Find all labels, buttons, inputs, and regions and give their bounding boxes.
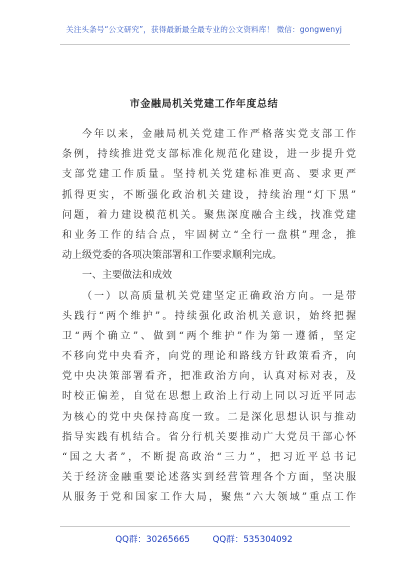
footer-divider (60, 526, 350, 527)
qq-group-1: QQ群：30265665 (115, 535, 190, 545)
paragraph-line: 和业务工作的结合点，牢固树立“全行一盘棋”理念，推 (62, 229, 356, 241)
section-heading: 一、主要做法和成效 (82, 270, 172, 282)
paragraph-line: 卫“两个确立”、做到“两个维护”作为第一遵循，坚定 (62, 330, 356, 342)
paragraph-line: 今年以来，金融局机关党建工作严格落实党支部工作 (82, 129, 356, 140)
document-body (62, 125, 356, 509)
header-banner: 关注头条号“公文研究”，获得最新最全最专业的公文资料库！ 微信：gongwenyj (66, 25, 342, 34)
document-title: 市金融局机关党建工作年度总结 (129, 99, 279, 110)
paragraph-line: 时校正偏差，自觉在思想上政治上行动上同以习近平同志 (62, 391, 356, 403)
paragraph-line: 支部党建工作质量。坚持机关党建标准更高、要求更严 (62, 169, 356, 181)
paragraph-line: 从服务于党和国家工作大局，聚焦“六大领域”重点工作 (62, 492, 356, 504)
paragraph-line: 党中央决策部署看齐，把准政治方向，认真对标对表，及 (62, 371, 356, 383)
paragraph-line: 不移向党中央看齐，向党的理论和路线方针政策看齐，向 (62, 351, 356, 363)
paragraph-line: 动上级党委的各项决策部署和工作要求顺利完成。 (62, 250, 282, 262)
paragraph-line: 条例，持续推进党支部标准化规范化建设，进一步提升党 (62, 149, 356, 161)
paragraph-line: 关于经济金融重要论述落实到经营管理各个方面，坚决服 (62, 472, 356, 484)
paragraph-line: 指导实践有机结合。省分行机关要推动广大党员干部心怀 (62, 431, 356, 443)
footer-contact (0, 533, 408, 545)
header-divider (60, 44, 350, 45)
paragraph-line: “国之大者”，不断提高政治“三力”，把习近平总书记 (62, 452, 356, 463)
paragraph-line: 为核心的党中央保持高度一致。二是深化思想认识与推动 (62, 411, 356, 423)
paragraph-line: （一）以高质量机关党建坚定正确政治方向。一是带 (82, 290, 356, 302)
paragraph-line: 头践行“两个维护”。持续强化政治机关意识，始终把握 (62, 310, 356, 322)
qq-group-2: QQ群：535304092 (212, 535, 293, 545)
paragraph-line: 问题，着力建设模范机关。聚焦深度融合主线，找准党建 (62, 209, 356, 221)
paragraph-line: 抓得更实，不断强化政治机关建设，持续治理“灯下黑” (62, 189, 356, 201)
